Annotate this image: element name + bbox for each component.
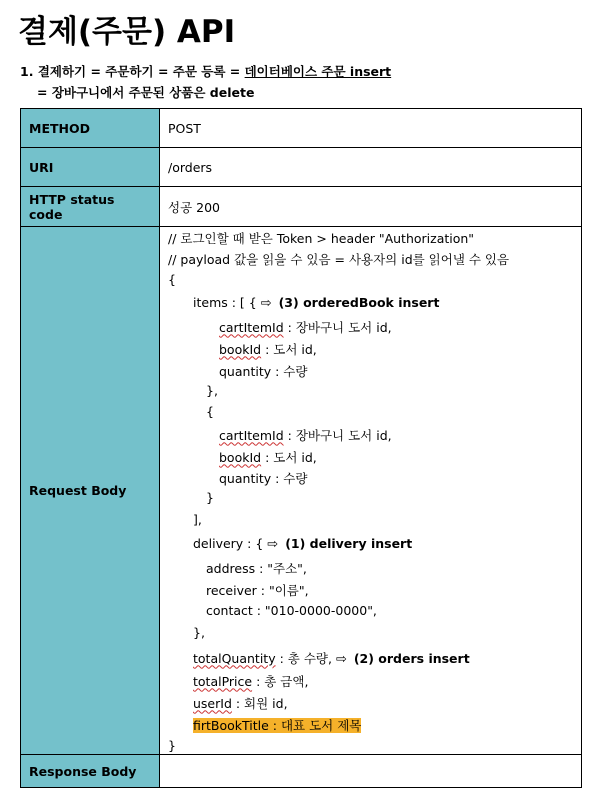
- items-line: [193, 295, 439, 311]
- request-body-key: Request Body: [21, 227, 160, 755]
- right-arrow-icon: ⇨: [260, 295, 272, 311]
- delivery-key: delivery : {: [193, 535, 264, 551]
- method-value: POST: [160, 109, 582, 148]
- book-id-key-2: bookId: [219, 449, 262, 465]
- ordered-book-label: (3) orderedBook insert: [278, 294, 440, 310]
- right-arrow-icon: ⇨: [335, 651, 347, 667]
- cart-item-line-1: [219, 318, 392, 336]
- orders-insert-label: (2) orders insert: [353, 650, 470, 666]
- total-price-line: [193, 672, 308, 690]
- note-number: 1.: [20, 64, 34, 79]
- api-spec-table: [20, 108, 582, 788]
- row-uri: [21, 148, 582, 187]
- book-id-line-2: [219, 448, 317, 466]
- user-id-val: : 회원 id,: [235, 695, 288, 711]
- address-line: address : "주소",: [206, 560, 307, 576]
- close-array: ],: [193, 511, 202, 527]
- open-brace: {: [168, 271, 176, 287]
- comment-line-1: // 로그인할 때 받은 Token > header "Authorization": [168, 230, 475, 246]
- quantity-line-2: quantity : 수량: [219, 470, 308, 486]
- delivery-insert-label: (1) delivery insert: [285, 535, 413, 551]
- page-title: 결제(주문) API: [18, 14, 236, 50]
- uri-value: /orders: [160, 148, 582, 187]
- note-underlined-text: 데이터베이스 주문 insert: [244, 64, 392, 79]
- total-quantity-key: totalQuantity: [193, 650, 276, 666]
- status-value: 성공 200: [160, 187, 582, 227]
- user-id-line: [193, 694, 288, 712]
- delivery-line: [193, 536, 412, 552]
- row-request-body: [21, 227, 582, 755]
- book-id-line-1: [219, 340, 317, 358]
- uri-key: URI: [21, 148, 160, 187]
- total-price-key: totalPrice: [193, 673, 253, 689]
- book-id-val: : 도서 id,: [265, 341, 317, 357]
- status-key: HTTP status code: [21, 187, 160, 227]
- total-quantity-line: [193, 649, 470, 667]
- items-key: items : [ {: [193, 294, 257, 310]
- receiver-line: receiver : "이름",: [206, 582, 309, 598]
- right-arrow-icon: ⇨: [267, 536, 279, 552]
- user-id-key: userId: [193, 695, 232, 711]
- row-response-body: [21, 755, 582, 788]
- cart-item-line-2: [219, 426, 392, 444]
- request-body-value: [160, 227, 582, 755]
- row-method: [21, 109, 582, 148]
- book-id-key: bookId: [219, 341, 262, 357]
- total-price-val: : 총 금액,: [256, 673, 309, 689]
- total-quantity-val: : 총 수량,: [279, 650, 332, 666]
- first-book-title-line: [193, 716, 361, 734]
- book-id-val-2: : 도서 id,: [265, 449, 317, 465]
- open-obj: {: [206, 403, 214, 419]
- quantity-line-1: quantity : 수량: [219, 363, 308, 379]
- cart-item-val: : 장바구니 도서 id,: [287, 319, 392, 335]
- response-body-key: Response Body: [21, 755, 160, 788]
- cart-item-key-2: cartItemId: [219, 427, 284, 443]
- response-body-value: [160, 755, 582, 788]
- note-line-2: = 장바구니에서 주문된 상품은 delete: [37, 85, 255, 100]
- close-obj-comma: },: [206, 382, 218, 398]
- close-obj: }: [206, 489, 214, 505]
- note-line-1: [20, 62, 391, 80]
- cart-item-key: cartItemId: [219, 319, 284, 335]
- contact-line: contact : "010-0000-0000",: [206, 602, 377, 618]
- method-key: METHOD: [21, 109, 160, 148]
- row-status: [21, 187, 582, 227]
- request-body-code: [160, 228, 581, 754]
- close-delivery: },: [193, 624, 205, 640]
- note-text: 결제하기 = 주문하기 = 주문 등록 =: [37, 64, 241, 79]
- first-book-title-highlight: firtBookTitle : 대표 도서 제목: [193, 717, 362, 733]
- cart-item-val-2: : 장바구니 도서 id,: [287, 427, 392, 443]
- comment-line-2: // payload 값을 읽을 수 있음 = 사용자의 id를 읽어낼 수 있음: [168, 251, 510, 267]
- close-brace: }: [168, 737, 176, 753]
